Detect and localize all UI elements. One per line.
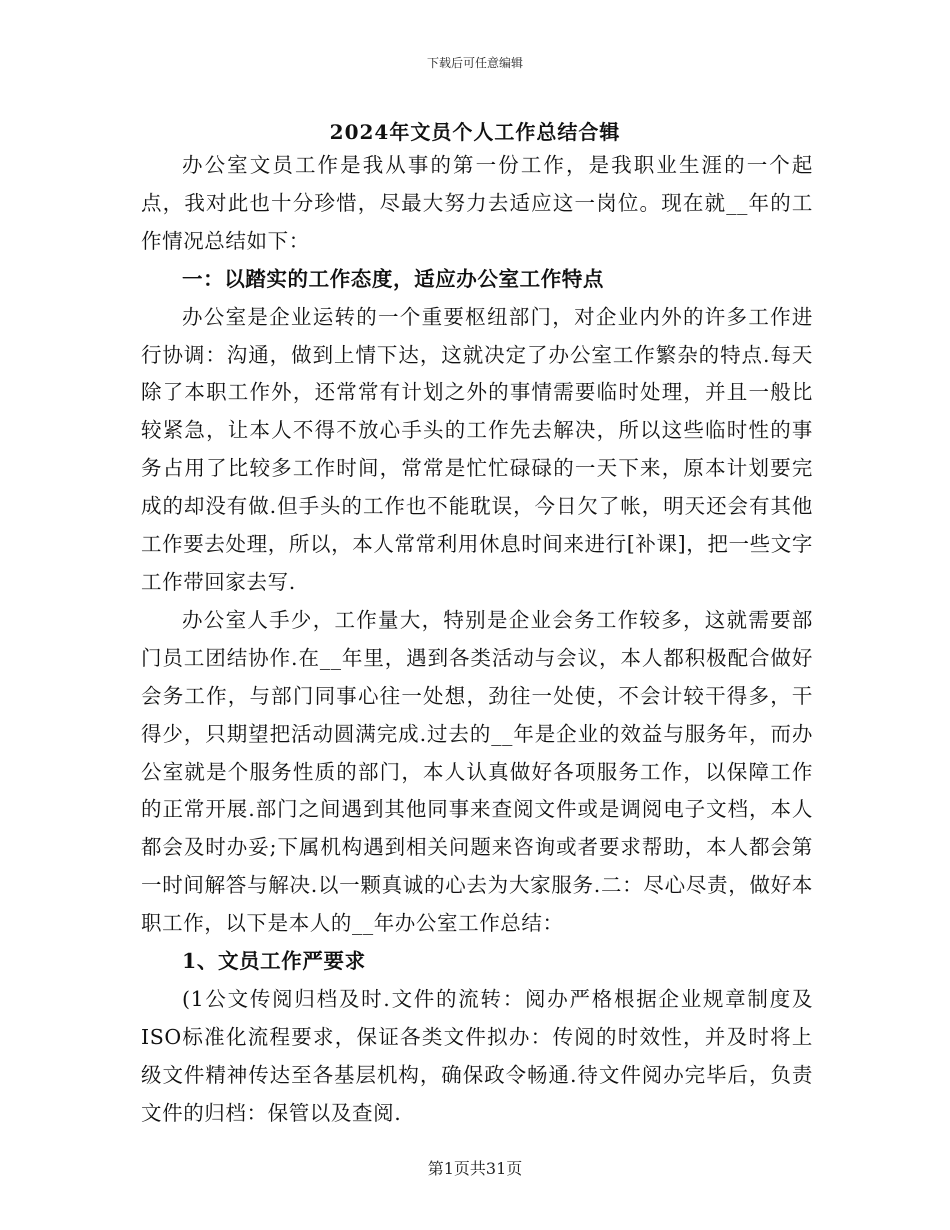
paragraph-teamwork: 办公室人手少，工作量大，特别是企业会务工作较多，这就需要部门员工团结协作.在__年里，遇到各类活动与会议，本人都积极配合做好会务工作，与部门同事心往一处想，劲往一处使，不会计较干得多，干得少，只期望把活动圆满完成.过去的__年是企业的效益与服务年，而办公室就是个服务性质的部门，本人认真做好各项服务工作，以保障工作的正常开展.部门之间遇到其他同事来查阅文件或是调阅电子文档，本人都会及时办妥;下属机构遇到相关问题来咨询或者要求帮助，本人都会第一时间解答与解决.以一颗真诚的心去为大家服务.二：尽心尽责，做好本职工作，以下是本人的__年办公室工作总结： — [141, 607, 813, 936]
document-title: 2024年文员个人工作总结合辑 — [329, 120, 621, 144]
paragraph-office-role: 办公室是企业运转的一个重要枢纽部门，对企业内外的许多工作进行协调：沟通，做到上情下达，这就决定了办公室工作繁杂的特点.每天除了本职工作外，还常常有计划之外的事情需要临时处理，并且一般比较紧急，让本人不得不放心手头的工作先去解决，所以这些临时性的事务占用了比较多工作时间，常常是忙忙碌碌的一天下来，原本计划要完成的却没有做.但手头的工作也不能耽误，今日欠了帐，明天还会有其他工作要去处理，所以，本人常常利用休息时间来进行[补课]，把一些文字工作带回家去写. — [141, 304, 813, 594]
paragraph-document-handling: (1公文传阅归档及时.文件的流转：阅办严格根据企业规章制度及ISO标准化流程要求，保证各类文件拟办：传阅的时效性，并及时将上级文件精神传达至各基层机构，确保政令畅通.待文件阅办完毕后，负责文件的归档：保管以及查阅. — [141, 986, 813, 1125]
paragraph-intro: 办公室文员工作是我从事的第一份工作，是我职业生涯的一个起点，我对此也十分珍惜，尽最大努力去适应这一岗位。现在就__年的工作情况总结如下： — [141, 153, 813, 253]
section-heading-1: 一：以踏实的工作态度，适应办公室工作特点 — [182, 266, 604, 291]
page-number: 第1页共31页 — [427, 1159, 523, 1178]
header-note: 下载后可任意编辑 — [426, 56, 523, 70]
section-heading-2: 1、文员工作严要求 — [182, 949, 366, 974]
document-body — [141, 147, 813, 1133]
